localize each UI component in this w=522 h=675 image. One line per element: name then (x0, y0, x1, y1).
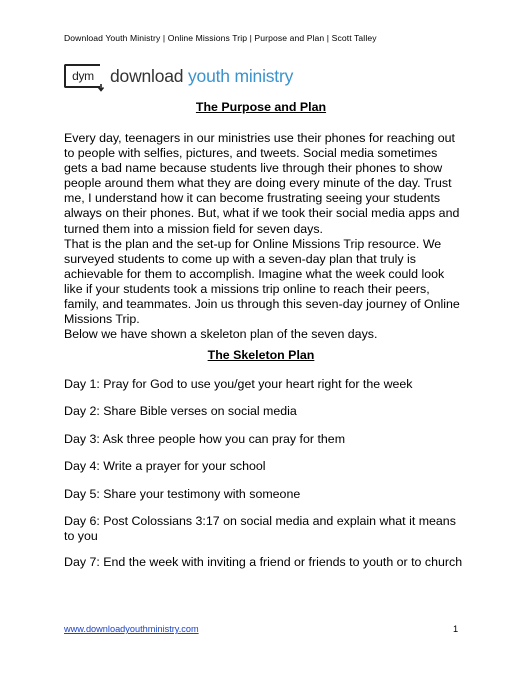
day-item-3: Day 3: Ask three people how you can pray for them (64, 432, 346, 446)
day-item-2: Day 2: Share Bible verses on social media (64, 404, 297, 418)
day-item-7: Day 7: End the week with inviting a friend or friends to youth or to church (64, 555, 463, 569)
paragraph-intro: Every day, teenagers in our ministries use their phones for reaching out to people with selfies, pictures, and tweets. Social media sometimes gets a bad name because students live through their phones to show people around them what they are doing every minute of the day. Trust me, I understand how it can become frustrating seeing your students always on their phones. But, what if we took their social media apps and turned them into a mission field for seven days. (64, 131, 460, 236)
day-item-4: Day 4: Write a prayer for your school (64, 459, 266, 473)
download-arrow-icon (98, 84, 104, 92)
logo-mark (64, 64, 100, 88)
paragraph-plan: That is the plan and the set-up for Online Missions Trip resource. We surveyed students to come up with a seven-day plan that truly is achievable for them to accomplish. Imagine what the week could look like if your students took a missions trip online to reach their peers, family, and teammates. Join us through this seven-day journey of Online Missions Trip. (64, 237, 460, 327)
footer-website-link[interactable]: www.downloadyouthministry.com (64, 624, 199, 634)
paragraph-skeleton-note: Below we have shown a skeleton plan of the seven days. (64, 327, 378, 341)
section-title-skeleton: The Skeleton Plan (207, 348, 315, 362)
logo (64, 62, 293, 90)
logo-word-download: download (110, 65, 184, 86)
logo-mark-text: dym (72, 69, 94, 83)
running-header: Download Youth Ministry | Online Missions Trip | Purpose and Plan | Scott Talley (64, 33, 377, 43)
logo-word-youth-ministry: youth ministry (188, 65, 294, 86)
day-item-6: Day 6: Post Colossians 3:17 on social media and explain what it means to you (64, 514, 456, 544)
day-item-1: Day 1: Pray for God to use you/get your heart right for the week (64, 377, 413, 391)
page-number: 1 (453, 624, 459, 634)
logo-wordmark (110, 66, 293, 87)
section-title-purpose: The Purpose and Plan (195, 100, 327, 114)
day-item-5: Day 5: Share your testimony with someone (64, 487, 301, 501)
